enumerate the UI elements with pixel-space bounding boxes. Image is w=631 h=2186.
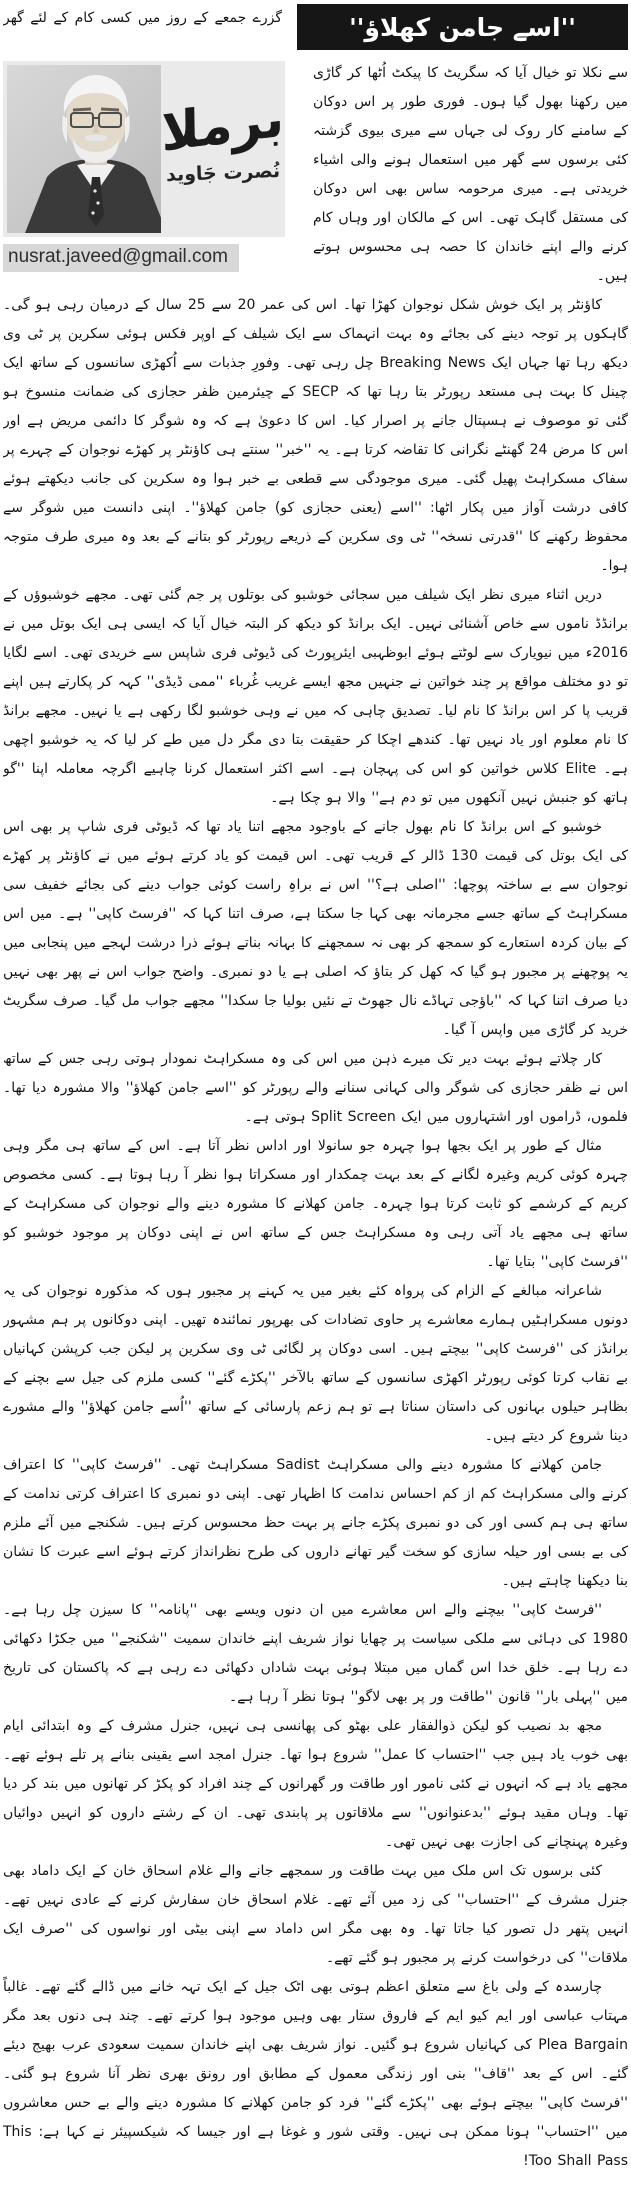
article-paragraph: شاعرانہ مبالغے کے الزام کی پرواہ کئے بغیر میں یہ کہنے پر مجبور ہوں کہ مذکورہ نوجوان کی یہ دونوں مسکراہٹیں ہمارے معاشرے پر حاوی تضادات کی بھرپور نمائندہ تھیں۔ اپنی دوکانوں پر ہم مشہور برانڈز کی ''فرسٹ کاپی'' بیچتے ہیں۔ اسی دوکان پر لگائی ٹی وی سکرین پر لیکن جب کرپشن کہانیاں بے نقاب کرتا کوئی رپورٹر اکھڑی سانسوں کے ساتھ بالآخر ''پکڑے گئے'' کسی ملزم کی جیل سے بچنے کے بظاہر حیلوں بہانوں کی داستان سناتا ہے تو ہم زعم پارسائی کے ساتھ ''اُسے جامن کھلاؤ'' والے مشورے دینا شروع کر دیتے ہیں۔ — [3, 1283, 628, 1444]
article-paragraph: کار چلاتے ہوئے بہت دیر تک میرے ذہن میں اس کی وہ مسکراہٹ نمودار ہوتی رہی جس کے ساتھ اس نے ظفر حجازی کی شوگر والی کہانی سنانے والے رپورٹر کو ''اسے جامن کھلاؤ'' والا مشورہ دیا تھا۔ فلموں، ڈراموں اور اشتہاروں میں ایک Split Screen ہوتی ہے۔ — [3, 1051, 628, 1125]
author-photo-image — [7, 65, 161, 233]
article-paragraph: گزرے جمعے کے روز میں کسی کام کے لئے گھر سے نکلا تو خیال آیا کہ سگریٹ کا پیکٹ اُٹھا کر گاڑی میں رکھنا بھول گیا ہوں۔ فوری طور پر اس دوکان کے سامنے کار روک لی جہاں سے میری بیوی گزشتہ کئی برسوں سے گھر میں استعمال ہونے والی اشیاء خریدتی ہے۔ میری مرحومہ ساس بھی اس دوکان کی مستقل گاہک تھی۔ اس کے مالکان اور وہاں کام کرنے والے اپنے خاندان کا حصہ ہی محسوس ہوتے ہیں۔ — [3, 10, 628, 284]
article-paragraph: جامن کھلانے کا مشورہ دینے والی مسکراہٹ Sadist مسکراہٹ تھی۔ ''فرسٹ کاپی'' کا اعتراف کرنے والی مسکراہٹ کم از کم احساس ندامت کا اظہار تھی۔ اپنی دو نمبری کا اعتراف کرتی ندامت کے ساتھ ہی ہم کسی اور کی دو نمبری پکڑے جانے پر بہت حظ محسوس کرتے ہیں۔ شکنجے میں آئے ملزم کی بے بسی اور حیلہ سازی کو سخت گیر تھانے داروں کی طرح نظرانداز کرتے ہوئے اسے عبرت کا نشان بنا دیکھنا چاہتے ہیں۔ — [3, 1457, 628, 1589]
article-paragraph: کئی برسوں تک اس ملک میں بہت طاقت ور سمجھے جانے والے غلام اسحاق خان کے ایک داماد بھی جنرل مشرف کے ''احتساب'' کی زد میں آئے تھے۔ غلام اسحاق خان سفارش کرنے کے عادی نہیں تھے۔ انہیں پتھر دل تصور کیا جاتا تھا۔ وہ بھی مگر اس داماد سے اپنی بیٹی اور نواسوں کی ''صرف ایک ملاقات'' کی درخواست کرنے پر مجبور ہو گئے تھے۔ — [3, 1863, 628, 1966]
column-title: برملا — [161, 88, 286, 164]
author-panel — [3, 61, 285, 237]
headline-box — [297, 4, 628, 50]
headline-text: ''اسے جامن کھلاؤ'' — [349, 12, 576, 42]
author-email: nusrat.javeed@gmail.com — [3, 244, 239, 272]
article-paragraph closing-paragraph: چارسدہ کے ولی باغ سے متعلق اعظم ہوتی بھی اٹک جیل کے ایک تہہ خانے میں ڈالے گئے تھے۔ غالباً مہتاب عباسی اور ایم کیو ایم کے فاروق ستار بھی وہیں موجود ہوا کرتے تھے۔ چند ہی دنوں بعد مگر Plea Bargain کی کہانیاں شروع ہو گئیں۔ نواز شریف بھی اپنے خاندان سمیت سعودی عرب بھیج دیئے گئے۔ اس کے بعد ''قاف'' بنی اور زندگی معمول کے مطابق اور رونق بھری نظر آنا شروع ہو گئی۔ ''فرسٹ کاپی'' بیچتے ہوئے بھی ''پکڑے گئے'' فرد کو جامن کھلانے کا مشورہ دینے والے بے حس معاشروں میں ''احتساب'' ہونا ممکن ہی نہیں۔ وقتی شور و غوغا ہے اور جیسا کہ شیکسپیئر نے کہا ہے: This Too Shall Pass! — [3, 1979, 628, 2169]
column-title-block — [161, 61, 285, 237]
author-name: نُصرت جَاوید — [165, 160, 281, 186]
article-paragraph: دریں اثناء میری نظر ایک شیلف میں سجائی خوشبو کی بوتلوں پر جم گئی تھی۔ مجھے خوشبوؤں کے برانڈڈ ناموں سے خاص آشنائی نہیں۔ ایک برانڈ کو دیکھ کر البتہ خیال آیا کہ ایسی ہی ایک بوتل میں نے 2016ء میں نیویارک سے لوٹتے ہوئے ابوظہبی ایئرپورٹ کی ڈیوٹی فری شاپس سے خریدی تھی۔ اسے لگایا تو دو مختلف مواقع پر چند خواتین نے جنہیں مجھ ایسے غریب غُرباء ''ممی ڈیڈی'' کہہ کر پکارتے ہیں اپنے قریب پا کر اس برانڈ کا نام لیا۔ تصدیق چاہی کہ میں نے وہی خوشبو لگا رکھی ہے یا نہیں۔ مجھے برانڈ کا نام معلوم اور یاد نہیں تھا۔ کندھے اچکا کر حقیقت بتا دی مگر دل میں طے کر لیا کہ یہ خوشبو اچھی ہے۔ Elite کلاس خواتین کو اس کی پہچان ہے۔ اسے اکثر استعمال کرنا چاہیے اگرچہ معاملہ اپنا ''گو ہاتھ کو جنبش نہیں آنکھوں میں تو دم ہے'' والا ہو چکا ہے۔ — [3, 587, 628, 806]
article-paragraph: کاؤنٹر پر ایک خوش شکل نوجوان کھڑا تھا۔ اس کی عمر 20 سے 25 سال کے درمیان رہی ہو گی۔ گاہکوں پر توجہ دینے کی بجائے وہ بہت انہماک سے ایک شیلف کے اوپر فکس ہوئی سکرین پر ٹی وی دیکھ رہا تھا جہاں ایک Breaking News چل رہی تھی۔ وفورِ جذبات سے اُکھڑی سانسوں کے ساتھ ایک چینل کا بہت ہی مستعد رپورٹر بتا رہا تھا کہ SECP کے چیئرمین ظفر حجازی کی ضمانت منسوخ ہو گئی تو موصوف نے ہسپتال جانے پر اصرار کیا۔ اس کا دعویٰ ہے کہ وہ شوگر کا دائمی مریض ہے اور اس کا مرض 24 گھنٹے نگرانی کا تقاضہ کرتا ہے۔ یہ ''خبر'' سنتے ہی کاؤنٹر پر کھڑے نوجوان کے چہرے پر سفاک مسکراہٹ پھیل گئی۔ میری موجودگی سے قطعی بے خبر ہوا وہ سکرین کی جانب دیکھتے ہوئے کافی درشت آواز میں پکار اٹھا: ''اسے (یعنی حجازی کو) جامن کھلاؤ''۔ اپنی دانست میں شوگر سے محفوظ رکھنے کا ''قدرتی نسخہ'' ٹی وی سکرین کے ذریعے رپورٹر کو بتانے کے بعد وہ میری طرف متوجہ ہوا۔ — [3, 297, 628, 574]
article-paragraph: خوشبو کے اس برانڈ کا نام بھول جانے کے باوجود مجھے اتنا یاد تھا کہ ڈیوٹی فری شاپ پر بھی اس کی ایک بوتل کی قیمت 130 ڈالر کے قریب تھی۔ اس قیمت کو یاد کرتے ہوئے میں نے کاؤنٹر پر کھڑے نوجوان سے بے ساختہ پوچھا: ''اصلی ہے؟'' اس نے براہِ راست کوئی جواب دینے کی بجائے خفیف سی مسکراہٹ کے ساتھ جسے مجرمانہ بھی کہا جا سکتا ہے، صرف اتنا کہا کہ ''فرسٹ کاپی'' ہے۔ میں اس کے بیان کردہ استعارے کو سمجھ کر بھی نہ سمجھنے کا بہانہ بناتے ہوئے ذرا درشت لہجے میں پنجابی میں یہ پوچھنے پر مجبور ہو گیا کہ کھل کر بتاؤ کہ اصلی ہے یا دو نمبری۔ واضح جواب اس نے پھر بھی نہیں دیا صرف اتنا کہا کہ ''باؤجی تہاڈے نال جھوٹ تے نئیں بولیا جا سکدا'' مجھے جواب مل گیا۔ صرف سگریٹ خرید کر گاڑی میں واپس آ گیا۔ — [3, 819, 628, 1038]
author-photo — [7, 65, 161, 233]
article-paragraph: مجھ بد نصیب کو لیکن ذوالفقار علی بھٹو کی پھانسی ہی نہیں، جنرل مشرف کے وہ ابتدائی ایام بھی خوب یاد ہیں جب ''احتساب کا عمل'' شروع ہوا تھا۔ جنرل امجد اسے یقینی بنانے پر تلے ہوئے تھے۔ مجھے یاد ہے کہ انہوں نے کئی نامور اور طاقت ور گھرانوں کے چند افراد کو پکڑ کر تھانوں میں بند کر دیا تھا۔ وہاں مقید ہوئے ''بدعنوانوں'' سے ملاقاتوں پر پابندی تھی۔ ان کے رشتے داروں کو انہیں دوائیاں وغیرہ پہنچانے کی اجازت بھی نہیں تھی۔ — [3, 1718, 628, 1850]
article-paragraph: ''فرسٹ کاپی'' بیچنے والے اس معاشرے میں ان دنوں ویسے بھی ''پانامہ'' کا سیزن چل رہا ہے۔ 1980 کی دہائی سے ملکی سیاست پر چھایا نواز شریف اپنے خاندان سمیت ''شکنجے'' میں جکڑا دکھائی دے رہا ہے۔ خلق خدا اس گماں میں مبتلا ہوئی بہت شاداں دکھائی دے رہی ہے کہ پاکستان کی تاریخ میں ''پہلی بار'' قانون ''طاقت ور پر بھی لاگو'' ہوتا نظر آ رہا ہے۔ — [3, 1602, 628, 1705]
article-body — [3, 4, 628, 2176]
article-paragraph: مثال کے طور پر ایک بجھا ہوا چہرہ جو سانولا اور اداس نظر آتا ہے۔ اس کے ساتھ ہی مگر وہی چہرہ کوئی کریم وغیرہ لگانے کے بعد بہت چمکدار اور مسکراتا ہوا نظر آ رہا ہوتا ہے۔ کسی مخصوص کریم کے کرشمے کو ثابت کرتا ہوا چہرہ۔ جامن کھلانے کا مشورہ دینے والے نوجوان کی مسکراہٹ کے ساتھ ہی مجھے یاد آتی رہی وہ مسکراہٹ جس کے ساتھ اس نے اپنی دوکان پر موجود خوشبو کو ''فرسٹ کاپی'' بتایا تھا۔ — [3, 1138, 628, 1270]
masthead — [3, 61, 295, 272]
